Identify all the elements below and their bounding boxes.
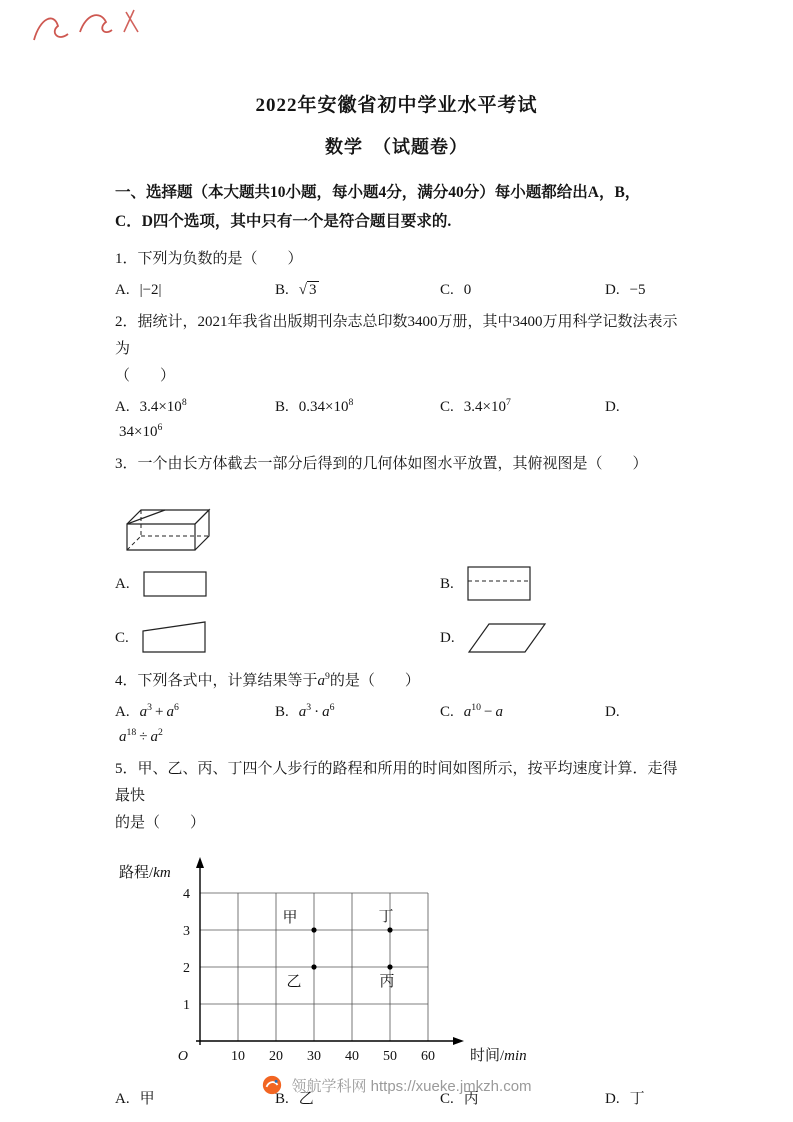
q1-option-c: C. 0 [440,282,472,299]
svg-text:时间/min: 时间/min [470,1048,527,1065]
svg-text:30: 30 [307,1049,321,1065]
svg-text:3: 3 [183,924,190,940]
q4-option-d-label: D. [605,704,620,721]
q2-option-a: A. $3.4\times 10^8$ [115,397,187,416]
svg-text:50: 50 [383,1049,397,1065]
q2-option-b: B. $0.34\times 10^8$ [275,397,354,416]
svg-text:40: 40 [345,1049,359,1065]
exam-content [0,179,793,1108]
question-3-options [115,564,685,658]
svg-text:路程/km: 路程/km [119,865,171,882]
question-1-stem: 1．下列为负数的是（ ） [115,251,303,268]
q2-option-d-label: D. [605,399,620,416]
svg-text:4: 4 [183,887,190,903]
q5-option-a: A. 甲 [115,1091,155,1108]
question-4-options [115,704,685,721]
svg-text:丁: 丁 [378,909,394,926]
svg-text:2: 2 [183,961,190,977]
question-1-options [115,282,685,299]
svg-text:1: 1 [183,998,190,1014]
q4-option-c: C. $a^{10} - a$ [440,702,503,721]
q3-option-a: A. [115,568,440,600]
rectangle-shape [142,568,212,600]
svg-text:甲: 甲 [282,910,298,927]
question-2-options [115,399,685,416]
question-2 [115,309,685,441]
svg-text:20: 20 [269,1049,283,1065]
site-logo-icon [261,1074,283,1096]
q4-option-d-content: $a^{18} \div a^2$ [119,727,163,746]
parallelogram-shape [467,620,547,656]
q3-option-c: C. [115,618,440,658]
question-5-stem: 5．甲、乙、丙、丁四个人步行的路程和所用的时间如图所示，按平均速度计算．走得最快 的是（ ） [115,761,678,832]
trapezoid-shape [141,618,211,658]
q1-option-b: B. √ 3 [275,282,317,299]
q5-option-d: D. 丁 [605,1091,645,1108]
section-heading [115,179,685,236]
section-heading-line1: 一、选择题（本大题共10小题，每小题4分，满分40分）每小题都给出A，B， [115,184,641,201]
q2-option-c: C. $3.4\times 10^7$ [440,397,511,416]
question-2-stem: 2．据统计，2021年我省出版期刊杂志总印数3400万册，其中3400万用科学记数法表示为 （ ） [115,314,678,385]
site-footer [0,1074,793,1096]
q5-chart-wrapper [115,851,685,1078]
svg-text:10: 10 [231,1049,245,1065]
question-4 [115,668,685,746]
q5-distance-time-chart [115,851,545,1073]
q3-option-b: B. [440,564,685,604]
q3-option-d: D. [440,620,685,656]
question-3-stem: 3．一个由长方体截去一部分后得到的几何体如图水平放置，其俯视图是（ ） [115,456,648,473]
sqrt-expression: √ 3 [298,282,317,299]
site-link[interactable]: 领航学科网 https://xueke.jmkzh.com [291,1077,532,1095]
q1-option-d: D. −5 [605,282,646,299]
red-pen-marks [26,0,156,52]
q5-option-b: B. 乙 [275,1091,314,1108]
svg-text:丙: 丙 [379,974,395,991]
svg-text:乙: 乙 [286,974,302,991]
question-3 [115,451,685,658]
q3-solid-figure [117,488,217,554]
page-subtitle: 数学 （试题卷） [325,137,468,157]
question-1 [115,246,685,299]
q1-option-a: A. |−2| [115,282,162,299]
section-heading-line2: C．D四个选项，其中只有一个是符合题目要求的. [115,212,452,230]
q2-option-d-content: $34\times 10^6$ [119,422,163,441]
rectangle-with-dashed-line-shape [466,564,536,604]
svg-text:O: O [177,1049,188,1065]
svg-text:60: 60 [421,1049,435,1065]
q4-option-b: B. $a^3 \cdot a^6$ [275,702,335,721]
question-5 [115,756,685,1108]
q5-option-c: C. 丙 [440,1091,479,1108]
q4-option-a: A. $a^3 + a^6$ [115,702,179,721]
page-title: 2022年安徽省初中学业水平考试 [255,95,538,116]
question-4-stem: 4．下列各式中，计算结果等于$a^9$的是（ ） [115,671,420,690]
